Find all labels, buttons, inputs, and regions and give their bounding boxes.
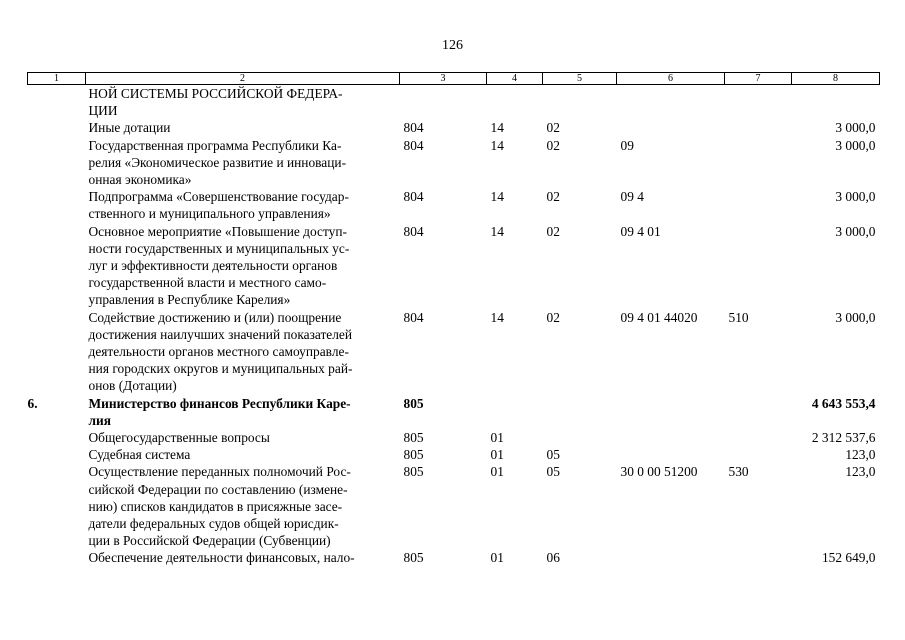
row-index xyxy=(28,137,86,189)
table-row xyxy=(28,446,880,463)
column-header-8: 8 xyxy=(792,73,880,85)
row-target-article: 09 4 01 xyxy=(620,223,661,239)
row-ministry-code: 805 xyxy=(403,430,424,446)
row-section-code: 14 xyxy=(490,120,504,136)
row-amount: 3 000,0 xyxy=(835,189,876,205)
row-index xyxy=(28,119,86,136)
row-name: Основное мероприятие «Повышение доступ- ности государственных и муниципальных ус- луг и эффективности деятельности органов государственной власти и местного само- управления в Республике Карелия» xyxy=(88,223,350,308)
column-header-2: 2 xyxy=(86,73,400,85)
row-expense-type xyxy=(725,446,792,463)
table-row xyxy=(28,119,880,136)
row-amount: 3 000,0 xyxy=(835,137,876,153)
row-ministry-code: 805 xyxy=(403,395,424,411)
row-subsection-code: 02 xyxy=(546,189,560,205)
row-subsection-code xyxy=(543,395,617,429)
table-row xyxy=(28,429,880,446)
row-index xyxy=(28,549,86,566)
column-header-1: 1 xyxy=(28,73,86,85)
row-amount: 2 312 537,6 xyxy=(811,430,876,446)
row-amount: 3 000,0 xyxy=(835,223,876,239)
row-amount: 3 000,0 xyxy=(835,120,876,136)
row-section-code: 01 xyxy=(490,447,504,463)
row-ministry-code: 805 xyxy=(403,550,424,566)
row-target-article: 30 0 00 51200 xyxy=(620,464,698,480)
row-subsection-code: 02 xyxy=(546,309,560,325)
row-ministry-code: 804 xyxy=(403,137,424,153)
row-target-article: 09 4 01 44020 xyxy=(620,309,698,325)
column-header-5: 5 xyxy=(543,73,617,85)
row-index xyxy=(28,85,86,120)
column-header-3: 3 xyxy=(400,73,487,85)
table-row xyxy=(28,223,880,309)
row-index xyxy=(28,463,86,549)
row-expense-type: 530 xyxy=(728,464,749,480)
table-row xyxy=(28,188,880,222)
row-name: Общегосударственные вопросы xyxy=(88,430,270,446)
row-ministry-code: 804 xyxy=(403,309,424,325)
column-header-7: 7 xyxy=(725,73,792,85)
row-section-code xyxy=(487,85,543,120)
row-index xyxy=(28,188,86,222)
row-section-code xyxy=(487,395,543,429)
table-row xyxy=(28,309,880,395)
row-target-article xyxy=(617,119,725,136)
row-subsection-code: 02 xyxy=(546,223,560,239)
row-expense-type xyxy=(725,137,792,189)
table-header xyxy=(28,73,880,85)
row-section-code: 14 xyxy=(490,309,504,325)
row-index: 6. xyxy=(27,395,38,411)
row-index xyxy=(28,429,86,446)
row-target-article xyxy=(617,85,725,120)
row-target-article: 09 4 xyxy=(620,189,644,205)
row-section-code: 01 xyxy=(490,430,504,446)
row-subsection-code xyxy=(543,85,617,120)
row-subsection-code: 06 xyxy=(546,550,560,566)
row-subsection-code: 05 xyxy=(546,464,560,480)
row-amount: 123,0 xyxy=(845,447,876,463)
row-ministry-code: 804 xyxy=(403,223,424,239)
row-target-article: 09 xyxy=(620,137,634,153)
table-row xyxy=(28,137,880,189)
row-expense-type xyxy=(725,429,792,446)
page-number: 126 xyxy=(442,38,463,53)
row-name: Подпрограмма «Совершенствование государ- ственного и муниципального управления» xyxy=(88,189,349,222)
row-expense-type xyxy=(725,549,792,566)
row-expense-type xyxy=(725,223,792,309)
row-expense-type xyxy=(725,395,792,429)
column-header-4: 4 xyxy=(487,73,543,85)
row-ministry-code: 804 xyxy=(403,120,424,136)
budget-table xyxy=(27,72,880,567)
row-name: Содействие достижению и (или) поощрение достижения наилучших значений показателей деятельности органов местного самоуправле- ния городских округов и муниципальных рай- онов (Дотации) xyxy=(88,309,353,394)
row-section-code: 14 xyxy=(490,189,504,205)
row-section-code: 14 xyxy=(490,137,504,153)
table-row xyxy=(28,463,880,549)
row-section-code: 14 xyxy=(490,223,504,239)
row-index xyxy=(28,446,86,463)
row-amount: 123,0 xyxy=(845,464,876,480)
row-ministry-code: 805 xyxy=(403,447,424,463)
row-target-article xyxy=(617,395,725,429)
row-expense-type xyxy=(725,85,792,120)
row-target-article xyxy=(617,429,725,446)
row-ministry-code: 805 xyxy=(403,464,424,480)
table-row xyxy=(28,395,880,429)
row-amount: 152 649,0 xyxy=(821,550,876,566)
row-ministry-code: 804 xyxy=(403,189,424,205)
row-subsection-code: 02 xyxy=(546,137,560,153)
row-section-code: 01 xyxy=(490,464,504,480)
row-index xyxy=(28,309,86,395)
table-row xyxy=(28,85,880,120)
row-expense-type: 510 xyxy=(728,309,749,325)
row-name: Осуществление переданных полномочий Рос- сийской Федерации по составлению (измене- нию) списков кандидатов в присяжные засе- датели федеральных судов общей юрисдик- ции в Российской Федерации (Субвенции) xyxy=(88,464,351,549)
row-expense-type xyxy=(725,119,792,136)
row-amount: 4 643 553,4 xyxy=(811,395,876,411)
row-name: НОЙ СИСТЕМЫ РОССИЙСКОЙ ФЕДЕРА- ЦИИ xyxy=(88,86,343,119)
row-name: Государственная программа Республики Ка- релия «Экономическое развитие и инноваци- онная экономика» xyxy=(88,137,347,188)
row-subsection-code: 02 xyxy=(546,120,560,136)
row-subsection-code xyxy=(543,429,617,446)
row-target-article xyxy=(617,446,725,463)
row-target-article xyxy=(617,549,725,566)
row-index xyxy=(28,223,86,309)
row-name: Министерство финансов Республики Каре- лия xyxy=(88,395,351,428)
row-expense-type xyxy=(725,188,792,222)
row-ministry-code xyxy=(400,85,487,120)
row-subsection-code: 05 xyxy=(546,447,560,463)
row-amount xyxy=(792,85,880,120)
row-name: Обеспечение деятельности финансовых, нало- xyxy=(88,550,355,566)
row-name: Иные дотации xyxy=(88,120,171,136)
row-section-code: 01 xyxy=(490,550,504,566)
row-amount: 3 000,0 xyxy=(835,309,876,325)
table-row xyxy=(28,549,880,566)
table-body xyxy=(28,85,880,567)
column-header-6: 6 xyxy=(617,73,725,85)
row-name: Судебная система xyxy=(88,447,191,463)
